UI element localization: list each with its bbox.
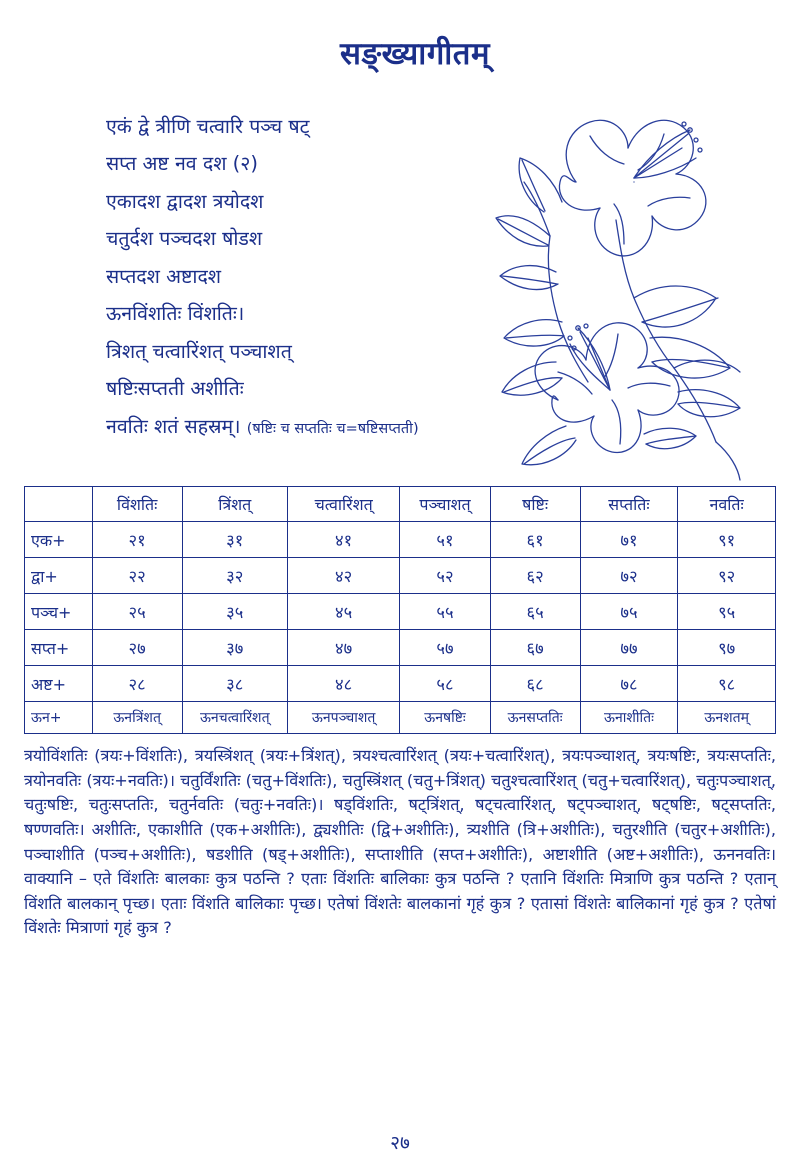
table-header-cell: पञ्चाशत् bbox=[400, 487, 490, 522]
table-row bbox=[25, 594, 776, 630]
table-header-cell: विंशतिः bbox=[92, 487, 182, 522]
table-cell: ९२ bbox=[678, 558, 776, 594]
verse-block bbox=[106, 108, 466, 445]
table-row bbox=[25, 666, 776, 702]
table-cell: ४५ bbox=[287, 594, 400, 630]
table-row-head: ऊन+ bbox=[25, 702, 93, 734]
verse-line: षष्टिःसप्तती अशीतिः bbox=[106, 377, 244, 401]
table-cell: ३७ bbox=[182, 630, 287, 666]
table-header-row bbox=[25, 487, 776, 522]
table-cell: ६५ bbox=[490, 594, 580, 630]
verse-last-line-note: (षष्टिः च सप्ततिः च=षष्टिसप्तती) bbox=[246, 420, 419, 437]
verse-and-illustration bbox=[24, 80, 776, 480]
table-cell: ५८ bbox=[400, 666, 490, 702]
table-cell: ७८ bbox=[580, 666, 678, 702]
table-row bbox=[25, 630, 776, 666]
numbers-table bbox=[24, 486, 776, 734]
table-cell: ४७ bbox=[287, 630, 400, 666]
table-row-head: द्वा+ bbox=[25, 558, 93, 594]
table-cell: ऊनाशीतिः bbox=[580, 702, 678, 734]
table-cell: ऊनत्रिंशत् bbox=[92, 702, 182, 734]
page-number: २७ bbox=[390, 1132, 410, 1154]
table-header-cell: षष्टिः bbox=[490, 487, 580, 522]
table-cell: ९७ bbox=[678, 630, 776, 666]
table-cell: ५७ bbox=[400, 630, 490, 666]
table-cell: ३५ bbox=[182, 594, 287, 630]
table-cell: ऊनशतम् bbox=[678, 702, 776, 734]
table-header-cell: चत्वारिंशत् bbox=[287, 487, 400, 522]
table-cell: ३२ bbox=[182, 558, 287, 594]
body-paragraph: त्रयोविंशतिः (त्रयः+विंशतिः), त्रयस्त्रिंशत् (त्रयः+त्रिंशत्), त्रयश्चत्वारिंशत् (त्रयः+चत्वारिंशत्), त्रयःपञ्चाशत्, त्रयःषष्टिः, त्रयःसप्ततिः, त्रयोनवतिः (त्रयः+नवतिः)। चतुर्विंशतिः (चतु+विंशतिः), चतुस्त्रिंशत् (चतु+त्रिंशत्) चतुश्चत्वारिंशत् (चतु+चत्वारिंशत्), चतुःपञ्चाशत्, चतुःषष्टिः, चतुःसप्ततिः, चतुर्नवतिः (चतुः+नवतिः)। षड्विंशतिः, षट्त्रिंशत्, षट्चत्वारिंशत्, षट्पञ्चाशत्, षट्षष्टिः, षट्सप्ततिः, षण्णवतिः। अशीतिः, एकाशीति (एक+अशीतिः), द्व्यशीतिः (द्वि+अशीतिः), त्र्यशीति (त्रि+अशीतिः), चतुरशीति (चतुर+अशीतिः), पञ्चाशीति (पञ्च+अशीतिः), षडशीति (षड्+अशीतिः), सप्ताशीति (सप्त+अशीतिः), अष्टाशीति (अष्ट+अशीतिः), ऊननवतिः। वाक्यानि – एते विंशतिः बालकाः कुत्र पठन्ति ? एताः विंशतिः बालिकाः कुत्र पठन्ति ? एतानि विंशतिः मित्राणि कुत्र पठन्ति ? एतान् विंशति बालकान् पृच्छ। एताः विंशति बालिकाः पृच्छ। एतेषां विंशतेः बालकानां गृहं कुत्र ? एतासां विंशतेः बालिकानां गृहं कुत्र ? एतेषां विंशतेः मित्राणां गृहं कुत्र ? bbox=[24, 746, 776, 938]
hibiscus-flower-line-drawing bbox=[438, 86, 768, 486]
table-cell: ९८ bbox=[678, 666, 776, 702]
verse-line: ऊनविंशतिः विंशतिः। bbox=[106, 302, 245, 326]
table-cell: ४१ bbox=[287, 522, 400, 558]
verse-line: त्रिशत् चत्वारिंशत् पञ्चाशत् bbox=[106, 339, 292, 363]
verse-line: एकादश द्वादश त्रयोदश bbox=[106, 189, 264, 213]
verse-line: चतुर्दश पञ्चदश षोडश bbox=[106, 227, 263, 251]
table-row-head: एक+ bbox=[25, 522, 93, 558]
verse-line: सप्तदश अष्टादश bbox=[106, 264, 222, 288]
table-cell: ४८ bbox=[287, 666, 400, 702]
page-title: सङ्ख्यागीतम् bbox=[339, 36, 491, 72]
table-cell: २५ bbox=[92, 594, 182, 630]
table-cell: ६८ bbox=[490, 666, 580, 702]
table-header-cell: नवतिः bbox=[678, 487, 776, 522]
table-cell: ६१ bbox=[490, 522, 580, 558]
verse-last-line-text: नवतिः शतं सहस्रम्। bbox=[106, 414, 241, 438]
table-cell: ऊनसप्ततिः bbox=[490, 702, 580, 734]
table-cell: ३८ bbox=[182, 666, 287, 702]
table-cell: ७१ bbox=[580, 522, 678, 558]
table-cell: ७७ bbox=[580, 630, 678, 666]
table-cell: २७ bbox=[92, 630, 182, 666]
table-corner-cell bbox=[25, 487, 93, 522]
table-cell: २२ bbox=[92, 558, 182, 594]
table-cell: २८ bbox=[92, 666, 182, 702]
table-cell: ५२ bbox=[400, 558, 490, 594]
table-cell: ४२ bbox=[287, 558, 400, 594]
table-cell: ३१ bbox=[182, 522, 287, 558]
table-cell: ९५ bbox=[678, 594, 776, 630]
table-cell: ७५ bbox=[580, 594, 678, 630]
table-header-cell: त्रिंशत् bbox=[182, 487, 287, 522]
table-cell: ऊनपञ्चाशत् bbox=[287, 702, 400, 734]
table-row bbox=[25, 702, 776, 734]
verse-last-line bbox=[106, 408, 466, 445]
table-cell: ६७ bbox=[490, 630, 580, 666]
table-cell: ऊनषष्टिः bbox=[400, 702, 490, 734]
table-header-cell: सप्ततिः bbox=[580, 487, 678, 522]
table-row-head: पञ्च+ bbox=[25, 594, 93, 630]
verse-line: सप्त अष्ट नव दश (२) bbox=[106, 152, 259, 176]
table-cell: ५५ bbox=[400, 594, 490, 630]
table-cell: ६२ bbox=[490, 558, 580, 594]
table-row bbox=[25, 522, 776, 558]
table-row-head: अष्ट+ bbox=[25, 666, 93, 702]
table-cell: २१ bbox=[92, 522, 182, 558]
table-cell: ७२ bbox=[580, 558, 678, 594]
table-cell: ऊनचत्वारिंशत् bbox=[182, 702, 287, 734]
table-cell: ९१ bbox=[678, 522, 776, 558]
table-row-head: सप्त+ bbox=[25, 630, 93, 666]
table-row bbox=[25, 558, 776, 594]
verse-line: एकं द्वे त्रीणि चत्वारि पञ्च षट् bbox=[106, 115, 310, 138]
table-cell: ५१ bbox=[400, 522, 490, 558]
